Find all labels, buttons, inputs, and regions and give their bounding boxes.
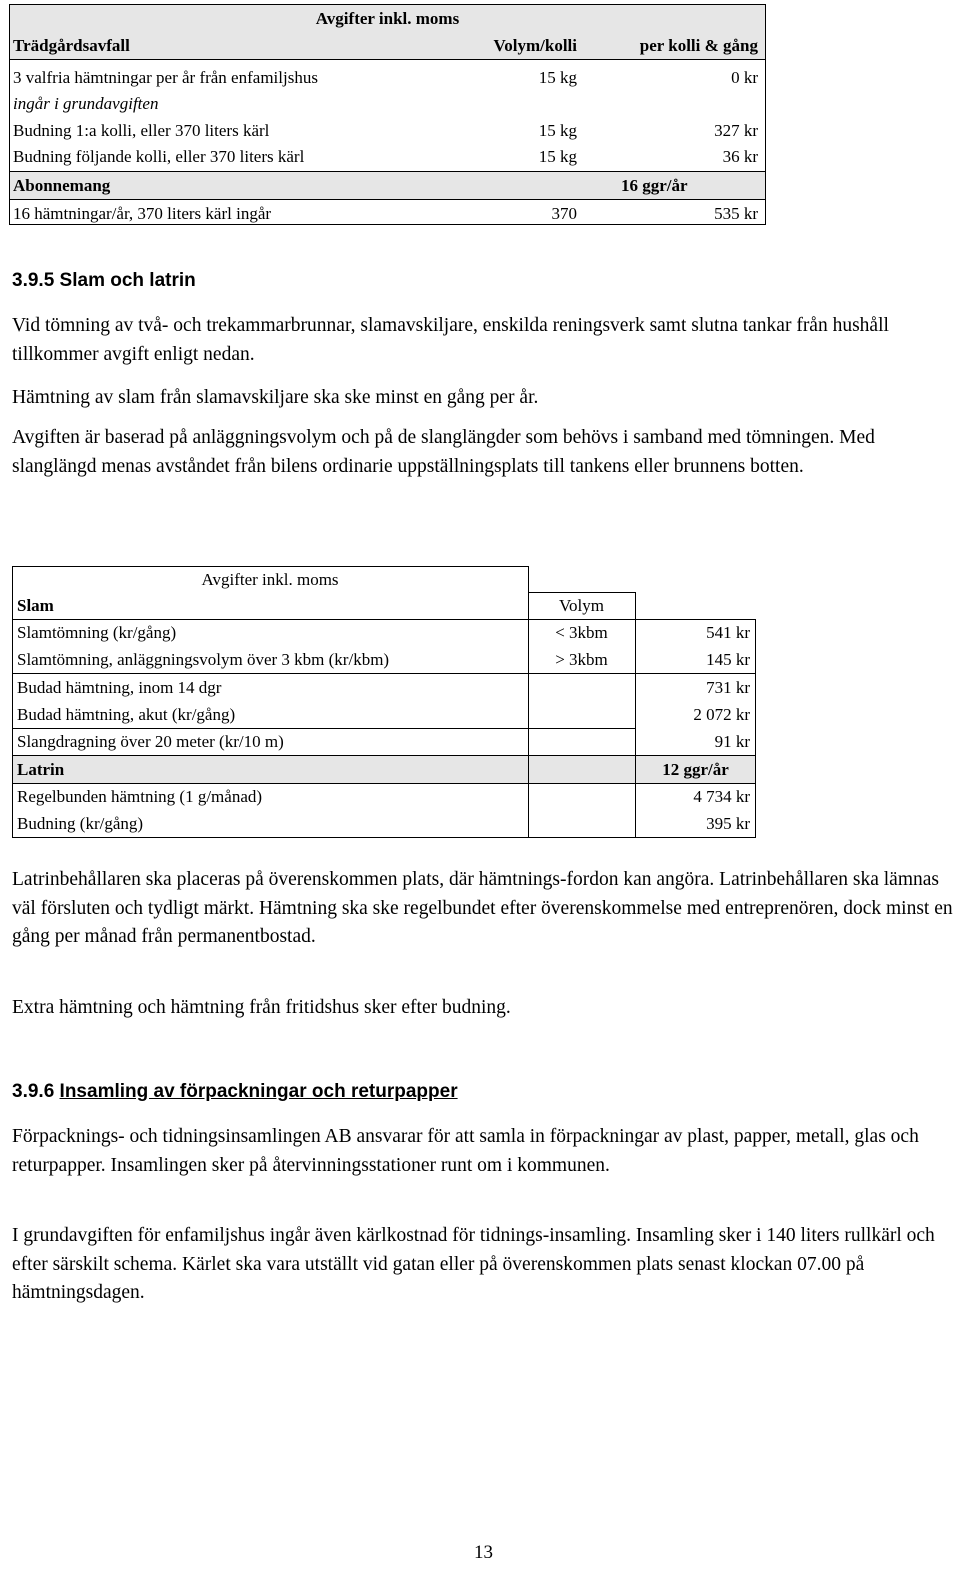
section-title: Insamling av förpackningar och returpapper: [59, 1081, 458, 1102]
section-heading-sludge: [12, 270, 196, 292]
row-description: Slamtömning (kr/gång): [17, 623, 177, 642]
row-price: 36 kr: [722, 147, 758, 166]
table2-latrin-header: [12, 756, 756, 783]
table2-header-category: Slam: [17, 596, 54, 615]
row-description: Budad hämtning, inom 14 dgr: [17, 678, 222, 697]
latrin-frequency: 12 ggr/år: [635, 756, 756, 783]
subscription-label: Abonnemang: [13, 176, 111, 195]
row-volume: 15 kg: [538, 147, 577, 166]
row-volume: < 3kbm: [555, 623, 608, 642]
table-row: [12, 701, 756, 728]
row-price: 91 kr: [714, 732, 750, 751]
table1-header-volume: Volym/kolli: [493, 36, 577, 55]
latrin-label: Latrin: [12, 756, 528, 783]
table2-caption: Avgifter inkl. moms: [201, 570, 339, 589]
sludge-fee-table: [12, 566, 756, 838]
row-price: 395 kr: [706, 814, 750, 833]
row-description: Slamtömning, anläggningsvolym över 3 kbm (kr/kbm): [17, 650, 390, 669]
table-row: [12, 783, 756, 810]
row-description: 3 valfria hämtningar per år från enfamiljshus: [13, 68, 318, 87]
table-row: [12, 619, 756, 646]
section-number: 3.9.5: [12, 270, 55, 291]
row-volume: 370: [551, 204, 577, 223]
paragraph: Förpacknings- och tidningsinsamlingen AB ansvarar för att samla in förpackningar av plast, papper, metall, glas och returpapper. Insamlingen sker på återvinningsstationer runt om i kommunen.: [12, 1126, 919, 1176]
paragraph: Vid tömning av två- och trekammarbrunnar, slamavskiljare, enskilda reningsverk samt slutna tankar från hushåll tillkommer avgift enligt nedan.: [12, 315, 889, 365]
table-row: [12, 674, 756, 701]
row-price: 4 734 kr: [693, 787, 750, 806]
section-title: Slam och latrin: [59, 270, 196, 291]
row-description: Regelbunden hämtning (1 g/månad): [17, 787, 263, 806]
table-row: [12, 810, 756, 837]
table1-header-category: Trädgårdsavfall: [13, 36, 130, 55]
table-row: [12, 728, 756, 755]
paragraph: Extra hämtning och hämtning från fritidshus sker efter budning.: [12, 997, 511, 1018]
row-description: Budad hämtning, akut (kr/gång): [17, 705, 236, 724]
row-volume: 15 kg: [538, 68, 577, 87]
table-row: [10, 200, 765, 227]
subscription-frequency: 16 ggr/år: [621, 176, 688, 195]
table-row: [10, 90, 765, 117]
table2-caption-row: [12, 566, 756, 593]
section-number: 3.9.6: [12, 1081, 55, 1102]
row-volume: 15 kg: [538, 121, 577, 140]
row-price: 2 072 kr: [693, 705, 750, 724]
table1-header-price: per kolli & gång: [639, 36, 758, 55]
row-description: Budning följande kolli, eller 370 liters kärl: [13, 147, 305, 166]
paragraph: Hämtning av slam från slamavskiljare ska ske minst en gång per år.: [12, 387, 539, 408]
paragraph: I grundavgiften för enfamiljshus ingår även kärlkostnad för tidnings-insamling. Insamling sker i 140 liters rullkärl och efter särskilt schema. Kärlet ska vara utställt vid gatan eller på överenskommen plats senast klockan 07.00 på hämtningsdagen.: [12, 1225, 935, 1303]
row-price: 541 kr: [706, 623, 750, 642]
row-price: 145 kr: [706, 650, 750, 669]
row-price: 0 kr: [731, 68, 758, 87]
table-row: [10, 143, 765, 170]
row-description: ingår i grundavgiften: [13, 94, 159, 113]
row-description: Budning (kr/gång): [17, 814, 144, 833]
table1-header: [10, 5, 765, 59]
row-price: 535 kr: [714, 204, 758, 223]
row-volume: > 3kbm: [555, 650, 608, 669]
table-row: [10, 64, 765, 91]
table2-header: [12, 592, 756, 619]
latrin-volume-cell: [528, 756, 635, 783]
table2-header-volume: Volym: [558, 596, 605, 615]
table-row: [10, 117, 765, 144]
table-row: [12, 646, 756, 673]
row-description: 16 hämtningar/år, 370 liters kärl ingår: [13, 204, 272, 223]
row-description: Slangdragning över 20 meter (kr/10 m): [17, 732, 284, 751]
paragraph: Latrinbehållaren ska placeras på överenskommen plats, där hämtnings-fordon kan angöra. Latrinbehållaren ska lämnas väl försluten och tydligt märkt. Hämtning ska ske regelbundet efter överenskommelse med entreprenören, dock minst en gång per månad från permanentbostad.: [12, 869, 953, 947]
page-number: 13: [474, 1542, 493, 1563]
table1-subscription-header: [10, 172, 765, 199]
row-price: 327 kr: [714, 121, 758, 140]
paragraph: Avgiften är baserad på anläggningsvolym och på de slanglängder som behövs i samband med tömningen. Med slanglängd menas avståndet från bilens ordinarie uppställningsplats till tankens eller brunnens botten.: [12, 427, 875, 477]
garden-waste-fee-table: [9, 4, 766, 225]
row-description: Budning 1:a kolli, eller 370 liters kärl: [13, 121, 270, 140]
row-price: 731 kr: [706, 678, 750, 697]
section-heading-packaging: [12, 1081, 458, 1103]
table1-caption: Avgifter inkl. moms: [315, 9, 460, 28]
